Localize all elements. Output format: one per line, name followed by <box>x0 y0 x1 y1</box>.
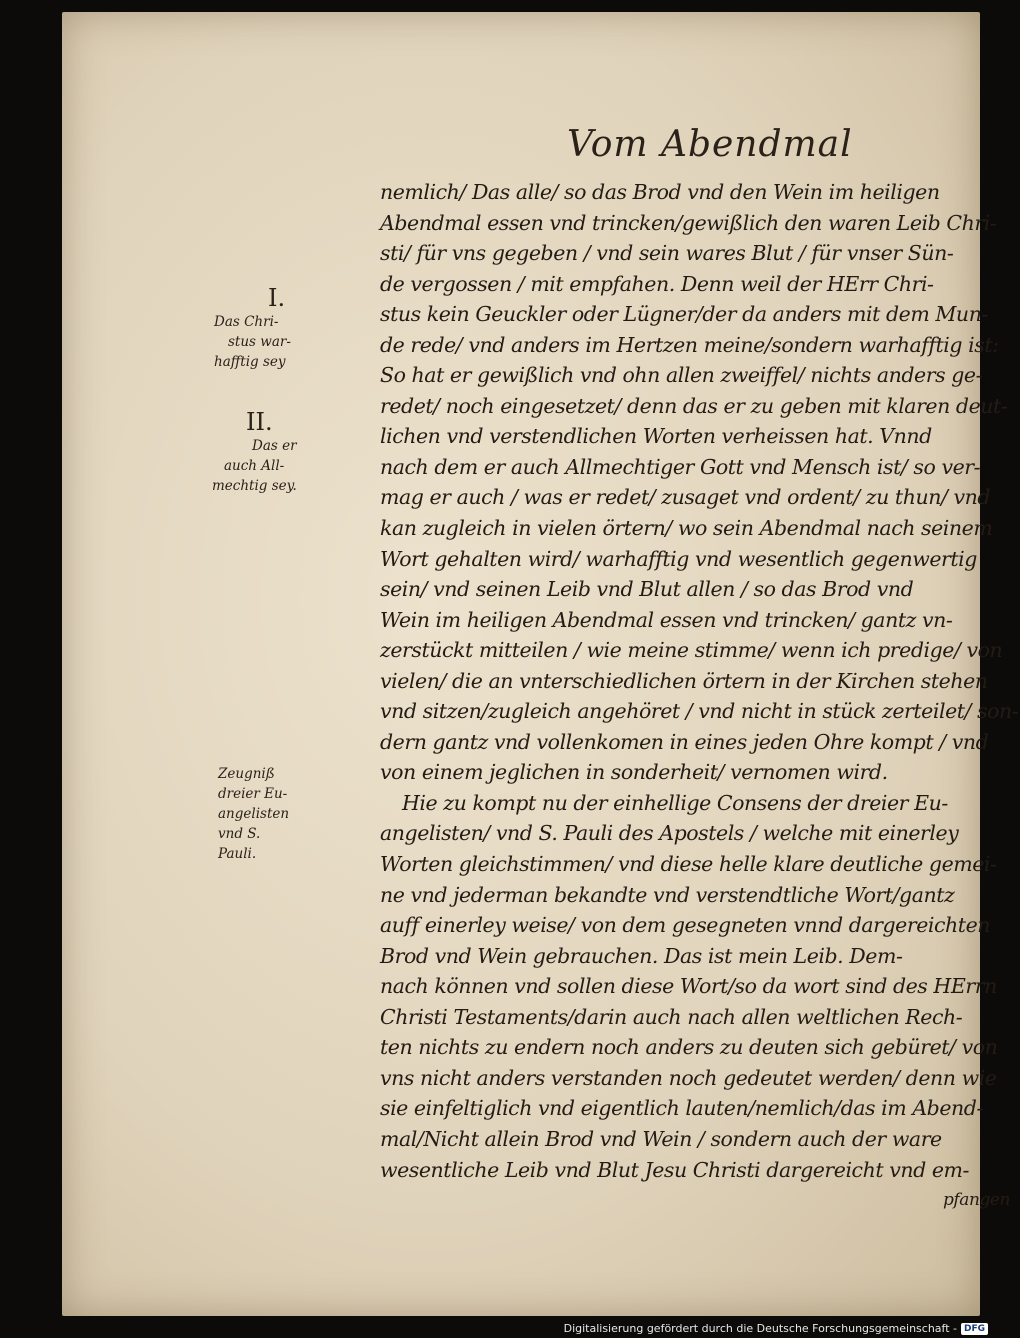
text-line: nach können vnd sollen diese Wort/so da wort sind des HErrn <box>380 974 997 999</box>
margin-note-number: II. <box>246 408 273 436</box>
text-line: kan zugleich in vielen örtern/ wo sein Abendmal nach seinem <box>380 516 993 541</box>
text-line: vns nicht anders verstanden noch gedeutet werden/ denn wie <box>380 1065 997 1090</box>
margin-note-line: angelisten <box>218 806 290 822</box>
text-line: Christi Testaments/darin auch nach allen weltlichen Rech- <box>380 1004 963 1029</box>
text-line: vnd sitzen/zugleich angehöret / vnd nicht in stück zerteilet/ son- <box>380 699 1019 724</box>
text-line: So hat er gewißlich vnd ohn allen zweiffel/ nichts anders ge- <box>380 363 983 388</box>
text-line: vielen/ die an vnterschiedlichen örtern in der Kirchen stehen <box>380 668 988 693</box>
text-line: sein/ vnd seinen Leib vnd Blut allen / so das Brod vnd <box>380 577 914 602</box>
text-line: angelisten/ vnd S. Pauli des Apostels / welche mit einerley <box>380 821 959 846</box>
text-line: mag er auch / was er redet/ zusaget vnd ordent/ zu thun/ vnd <box>380 485 991 510</box>
text-line: de vergossen / mit empfahen. Denn weil der HErr Chri- <box>380 271 934 296</box>
credit-text: Digitalisierung gefördert durch die Deutsche Forschungsgemeinschaft - <box>563 1322 957 1335</box>
text-line: nemlich/ Das alle/ so das Brod vnd den Wein im heiligen <box>380 180 940 204</box>
text-line: ten nichts zu endern noch anders zu deuten sich gebüret/ von <box>380 1035 998 1060</box>
margin-note-1 <box>214 284 291 372</box>
book-page <box>62 12 1019 1316</box>
text-line: redet/ noch eingesetzet/ denn das er zu geben mit klaren deut- <box>380 393 1008 418</box>
digitization-credit <box>564 1322 988 1335</box>
margin-note-line: Pauli. <box>218 846 257 862</box>
text-line: Wein im heiligen Abendmal essen vnd trincken/ gantz vn- <box>380 607 953 632</box>
text-line: nach dem er auch Allmechtiger Gott vnd Mensch ist/ so ver- <box>380 454 981 479</box>
margin-note-line: mechtig sey. <box>212 478 297 494</box>
margin-note-line: Zeugniß <box>218 766 275 782</box>
text-line: sie einfeltiglich vnd eigentlich lauten/nemlich/das im Abend- <box>380 1096 983 1121</box>
text-line: zerstückt mitteilen / wie meine stimme/ wenn ich predige/ von <box>380 638 1003 663</box>
margin-note-line: stus war- <box>228 334 291 350</box>
text-line: ne vnd jederman bekandte vnd verstendtliche Wort/gantz <box>380 882 955 907</box>
margin-note-line: Das er <box>252 438 297 454</box>
text-line: Worten gleichstimmen/ vnd diese helle klare deutliche gemei- <box>380 852 997 877</box>
dfg-logo: DFG <box>961 1323 988 1335</box>
margin-note-3 <box>218 764 289 864</box>
text-line: lichen vnd verstendlichen Worten verheissen hat. Vnnd <box>380 424 932 449</box>
margin-note-line: vnd S. <box>218 826 261 842</box>
body-text <box>380 177 1020 1216</box>
text-line: auff einerley weise/ von dem gesegneten vnnd dargereichten <box>380 913 991 938</box>
margin-note-line: dreier Eu- <box>218 786 288 802</box>
text-line: wesentliche Leib vnd Blut Jesu Christi dargereicht vnd em- <box>380 1157 969 1182</box>
text-line: Wort gehalten wird/ warhafftig vnd wesentlich gegenwertig <box>380 546 977 571</box>
text-line: Hie zu kompt nu der einhellige Consens der dreier Eu- <box>402 790 948 815</box>
text-line: Abendmal essen vnd trincken/gewißlich den waren Leib Chri- <box>380 210 997 235</box>
text-line: sti/ für vns gegeben / vnd sein wares Blut / für vnser Sün- <box>380 241 954 266</box>
text-line: Brod vnd Wein gebrauchen. Das ist mein Leib. Dem- <box>380 943 903 968</box>
catchword: pfangen <box>943 1190 1010 1211</box>
margin-note-line: hafftig sey <box>214 354 286 370</box>
margin-note-number: I. <box>268 284 286 312</box>
text-line: von einem jeglichen in sonderheit/ vernomen wird. <box>380 760 888 785</box>
text-line: stus kein Geuckler oder Lügner/der da anders mit dem Mun- <box>380 302 988 327</box>
margin-note-line: Das Chri- <box>214 314 279 330</box>
text-line: dern gantz vnd vollenkomen in eines jeden Ohre kompt / vnd <box>380 729 989 754</box>
text-line: mal/Nicht allein Brod vnd Wein / sondern auch der ware <box>380 1126 942 1151</box>
text-line: de rede/ vnd anders im Hertzen meine/sondern warhafftig ist: <box>380 332 999 357</box>
running-head: Vom Abendmal <box>567 124 853 165</box>
margin-note-2 <box>212 408 297 496</box>
margin-note-line: auch All- <box>224 458 285 474</box>
